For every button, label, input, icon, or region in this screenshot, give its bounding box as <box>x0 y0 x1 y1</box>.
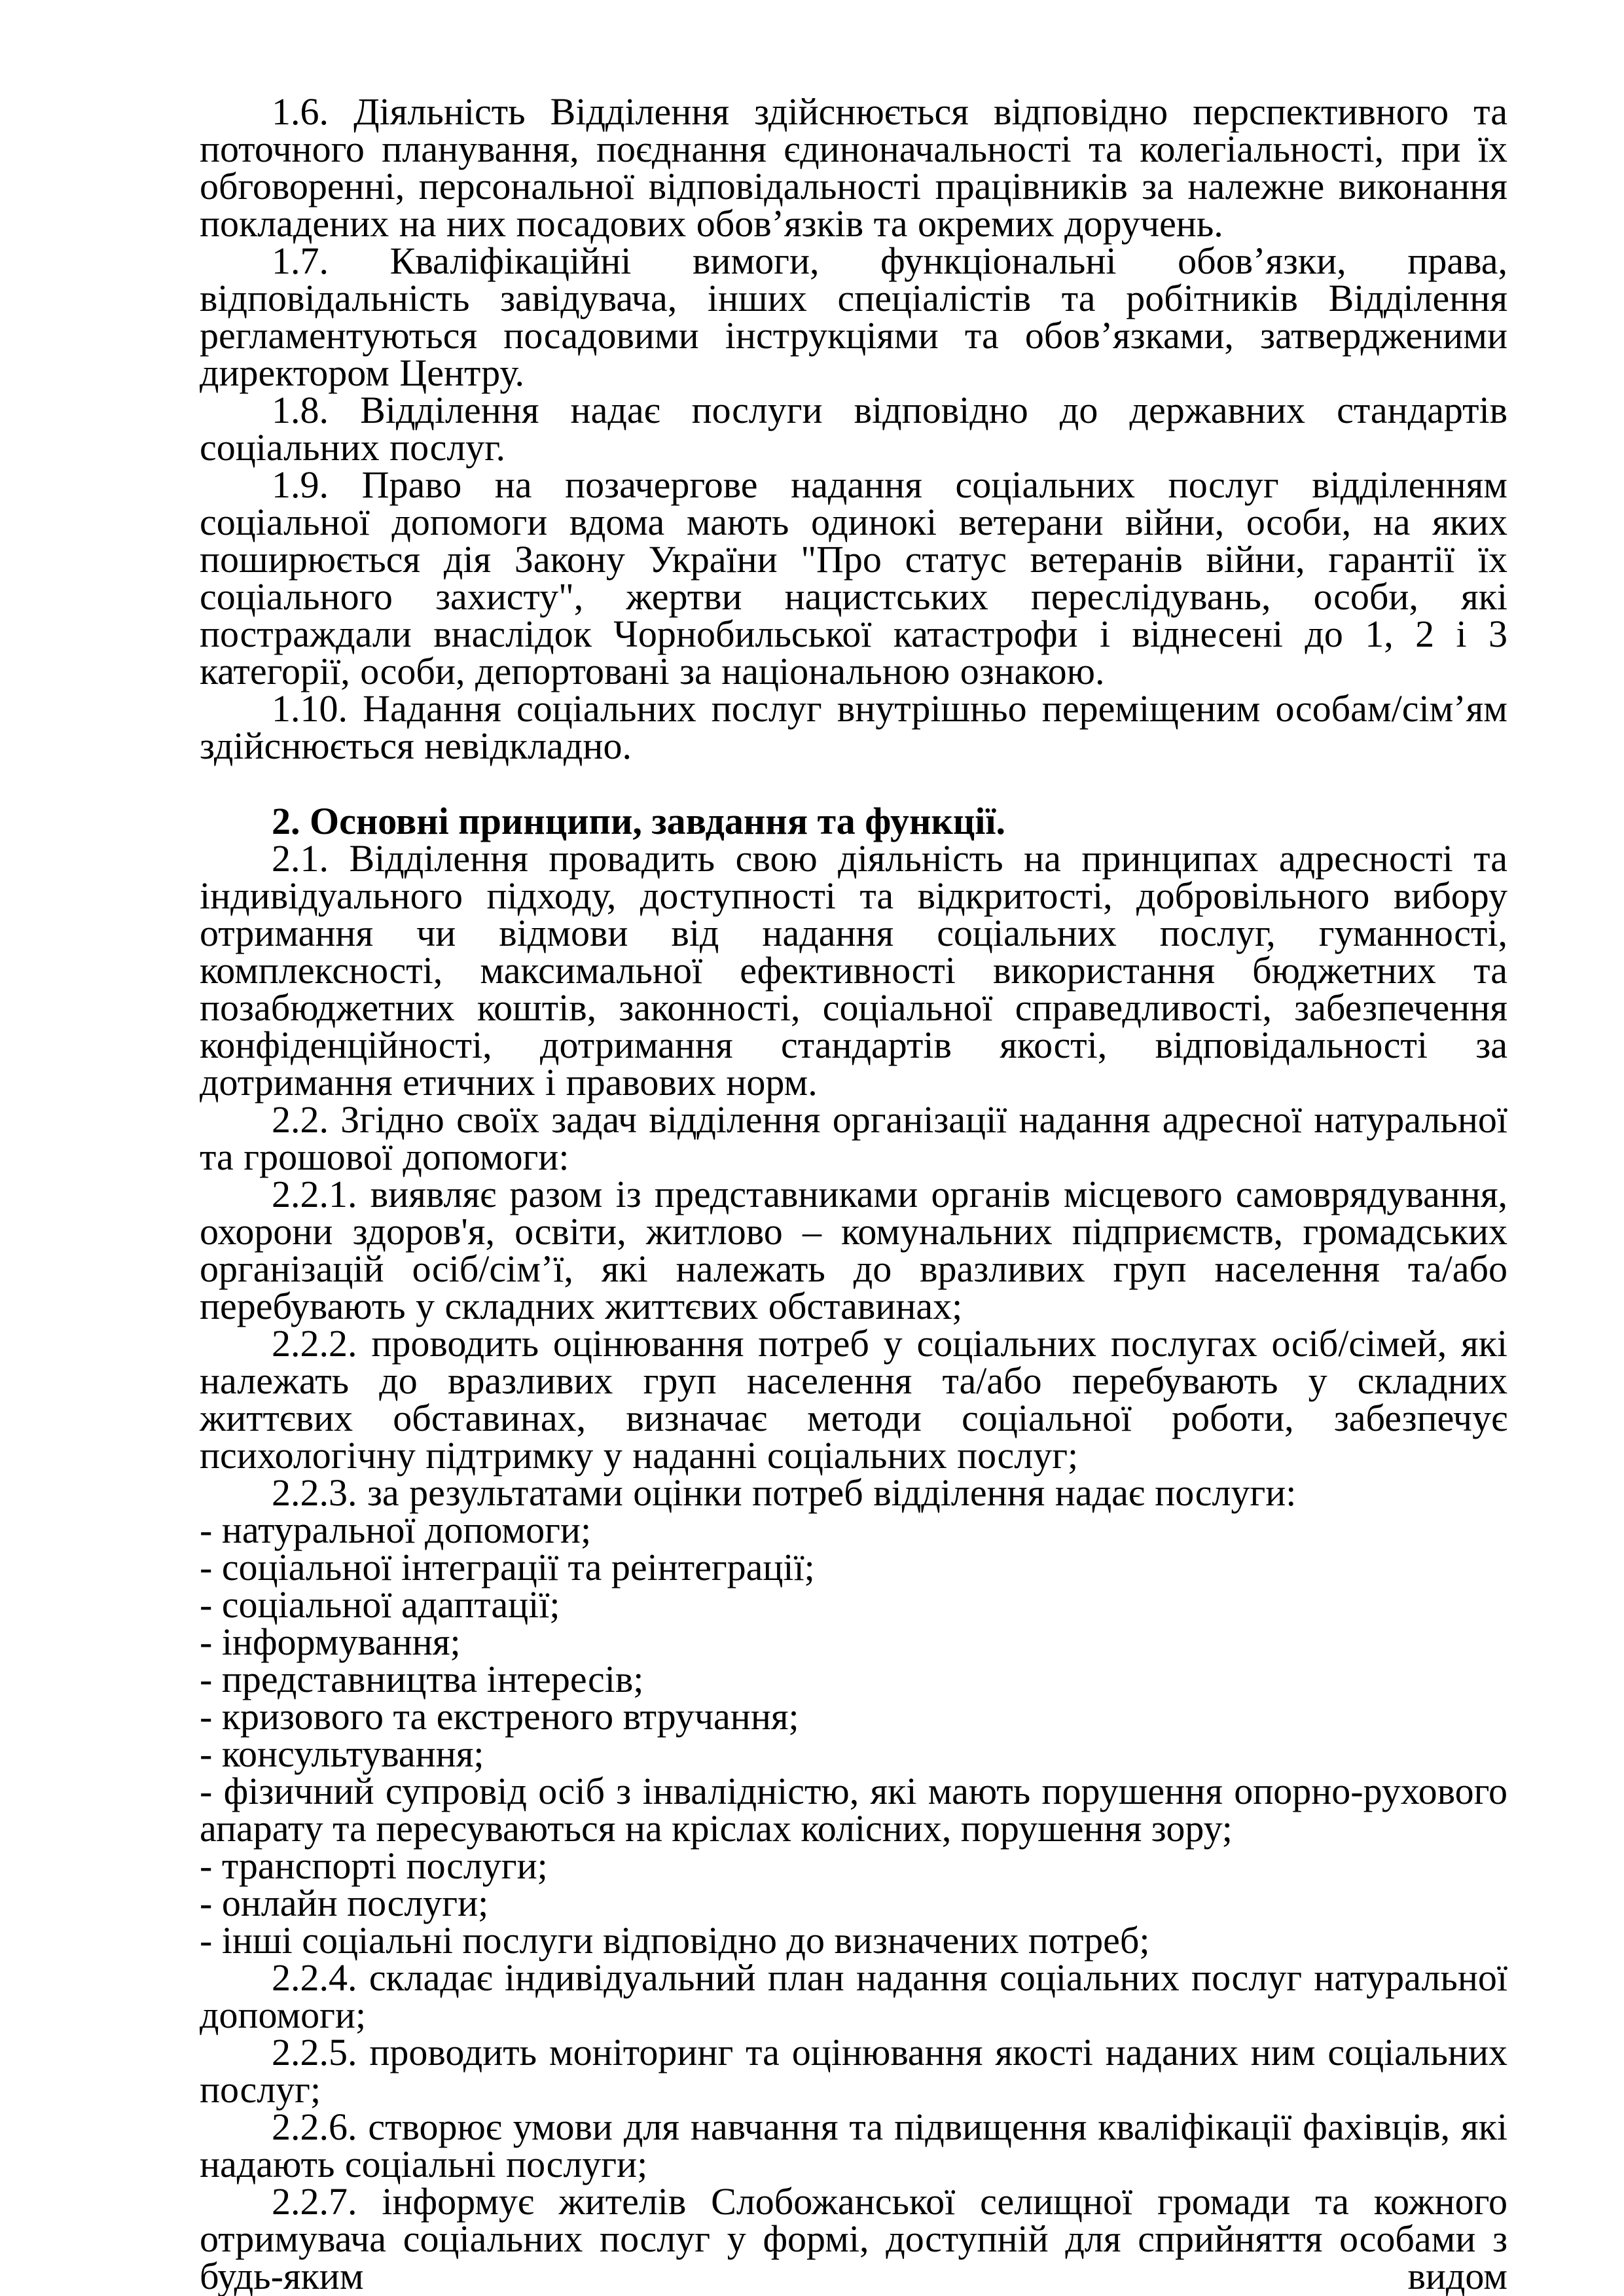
paragraph-2-2-5: 2.2.5. проводить моніторинг та оцінювання якості наданих ним соціальних послуг; <box>200 2031 1507 2111</box>
list-item-informing: - інформування; <box>200 1621 461 1663</box>
paragraph-2-2-3: 2.2.3. за результатами оцінки потреб відділення надає послуги: <box>272 1471 1297 1514</box>
paragraph-2-2: 2.2. Згідно своїх задач відділення організації надання адресної натуральної та грошової допомоги: <box>200 1098 1507 1178</box>
list-item-natural-aid: - натуральної допомоги; <box>200 1509 592 1551</box>
paragraph-2-1: 2.1. Відділення провадить свою діяльність на принципах адресності та індивідуального підходу, доступності та відкритості, добровільного вибору отримання чи відмови від надання соціальних послуг, гуманності, комплексності, максимальної ефективності використання бюджетних та позабюджетних коштів, законності, соціальної справедливості, забезпечення конфіденційності, дотримання стандартів якості, відповідальності за дотримання етичних і правових норм. <box>200 837 1507 1103</box>
paragraph-2-2-1: 2.2.1. виявляє разом із представниками органів місцевого самоврядування, охорони здоров'я, освіти, житлово – комунальних підприємств, громадських організацій осіб/сім’ї, які належать до вразливих груп населення та/або перебувають у складних життєвих обставинах; <box>200 1173 1507 1327</box>
section-heading-2: 2. Основні принципи, завдання та функції. <box>272 800 1005 842</box>
list-item-interest-representation: - представництва інтересів; <box>200 1658 644 1700</box>
list-item-social-adaptation: - соціальної адаптації; <box>200 1583 560 1626</box>
paragraph-2-2-4: 2.2.4. складає індивідуальний план надання соціальних послуг натуральної допомоги; <box>200 1956 1507 2036</box>
paragraph-1-8: 1.8. Відділення надає послуги відповідно до державних стандартів соціальних послуг. <box>200 389 1507 469</box>
paragraph-2-2-6: 2.2.6. створює умови для навчання та підвищення кваліфікації фахівців, які надають соціальні послуги; <box>200 2106 1507 2185</box>
paragraph-1-10: 1.10. Надання соціальних послуг внутрішньо переміщеним особам/сім’ям здійснюється невідкладно. <box>200 687 1507 767</box>
paragraph-1-9: 1.9. Право на позачергове надання соціальних послуг відділенням соціальної допомоги вдома мають одинокі ветерани війни, особи, на яких поширюється дія Закону України "Про статус ветеранів війни, гарантії їх соціального захисту", жертви нацистських переслідувань, особи, які постраждали внаслідок Чорнобильської катастрофи і віднесені до 1, 2 і 3 категорії, особи, депортовані за національною ознакою. <box>200 463 1507 692</box>
paragraph-2-2-7: 2.2.7. інформує жителів Слобожанської селищної громади та кожного отримувача соціальних послуг у формі, доступній для сприйняття особами з будь-яким видом <box>200 2180 1507 2296</box>
list-item-other-services: - інші соціальні послуги відповідно до визначених потреб; <box>200 1919 1150 1962</box>
list-item-consulting: - консультування; <box>200 1732 484 1775</box>
paragraph-1-6: 1.6. Діяльність Відділення здійснюється відповідно перспективного та поточного планування, поєднання єдиноначальності та колегіальності, при їх обговоренні, персональної відповідальності працівників за належне виконання покладених на них посадових обов’язків та окремих доручень. <box>200 90 1507 245</box>
paragraph-1-7: 1.7. Кваліфікаційні вимоги, функціональні обов’язки, права, відповідальність завідувача, інших спеціалістів та робітників Відділення регламентуються посадовими інструкціями та обов’язками, затвердженими директором Центру. <box>200 240 1507 394</box>
list-item-physical-support: - фізичний супровід осіб з інвалідністю, які мають порушення опорно-рухового апарату та пересуваються на кріслах колісних, порушення зору; <box>200 1770 1507 1850</box>
list-item-crisis-intervention: - кризового та екстреного втручання; <box>200 1695 799 1738</box>
list-item-social-integration: - соціальної інтеграції та реінтеграції; <box>200 1546 815 1588</box>
list-item-transport-services: - транспорті послуги; <box>200 1844 548 1887</box>
list-item-online-services: - онлайн послуги; <box>200 1882 489 1924</box>
paragraph-2-2-2: 2.2.2. проводить оцінювання потреб у соціальних послугах осіб/сімей, які належать до вразливих груп населення та/або перебувають у складних життєвих обставинах, визначає методи соціальної роботи, забезпечує психологічну підтримку у наданні соціальних послуг; <box>200 1322 1507 1477</box>
